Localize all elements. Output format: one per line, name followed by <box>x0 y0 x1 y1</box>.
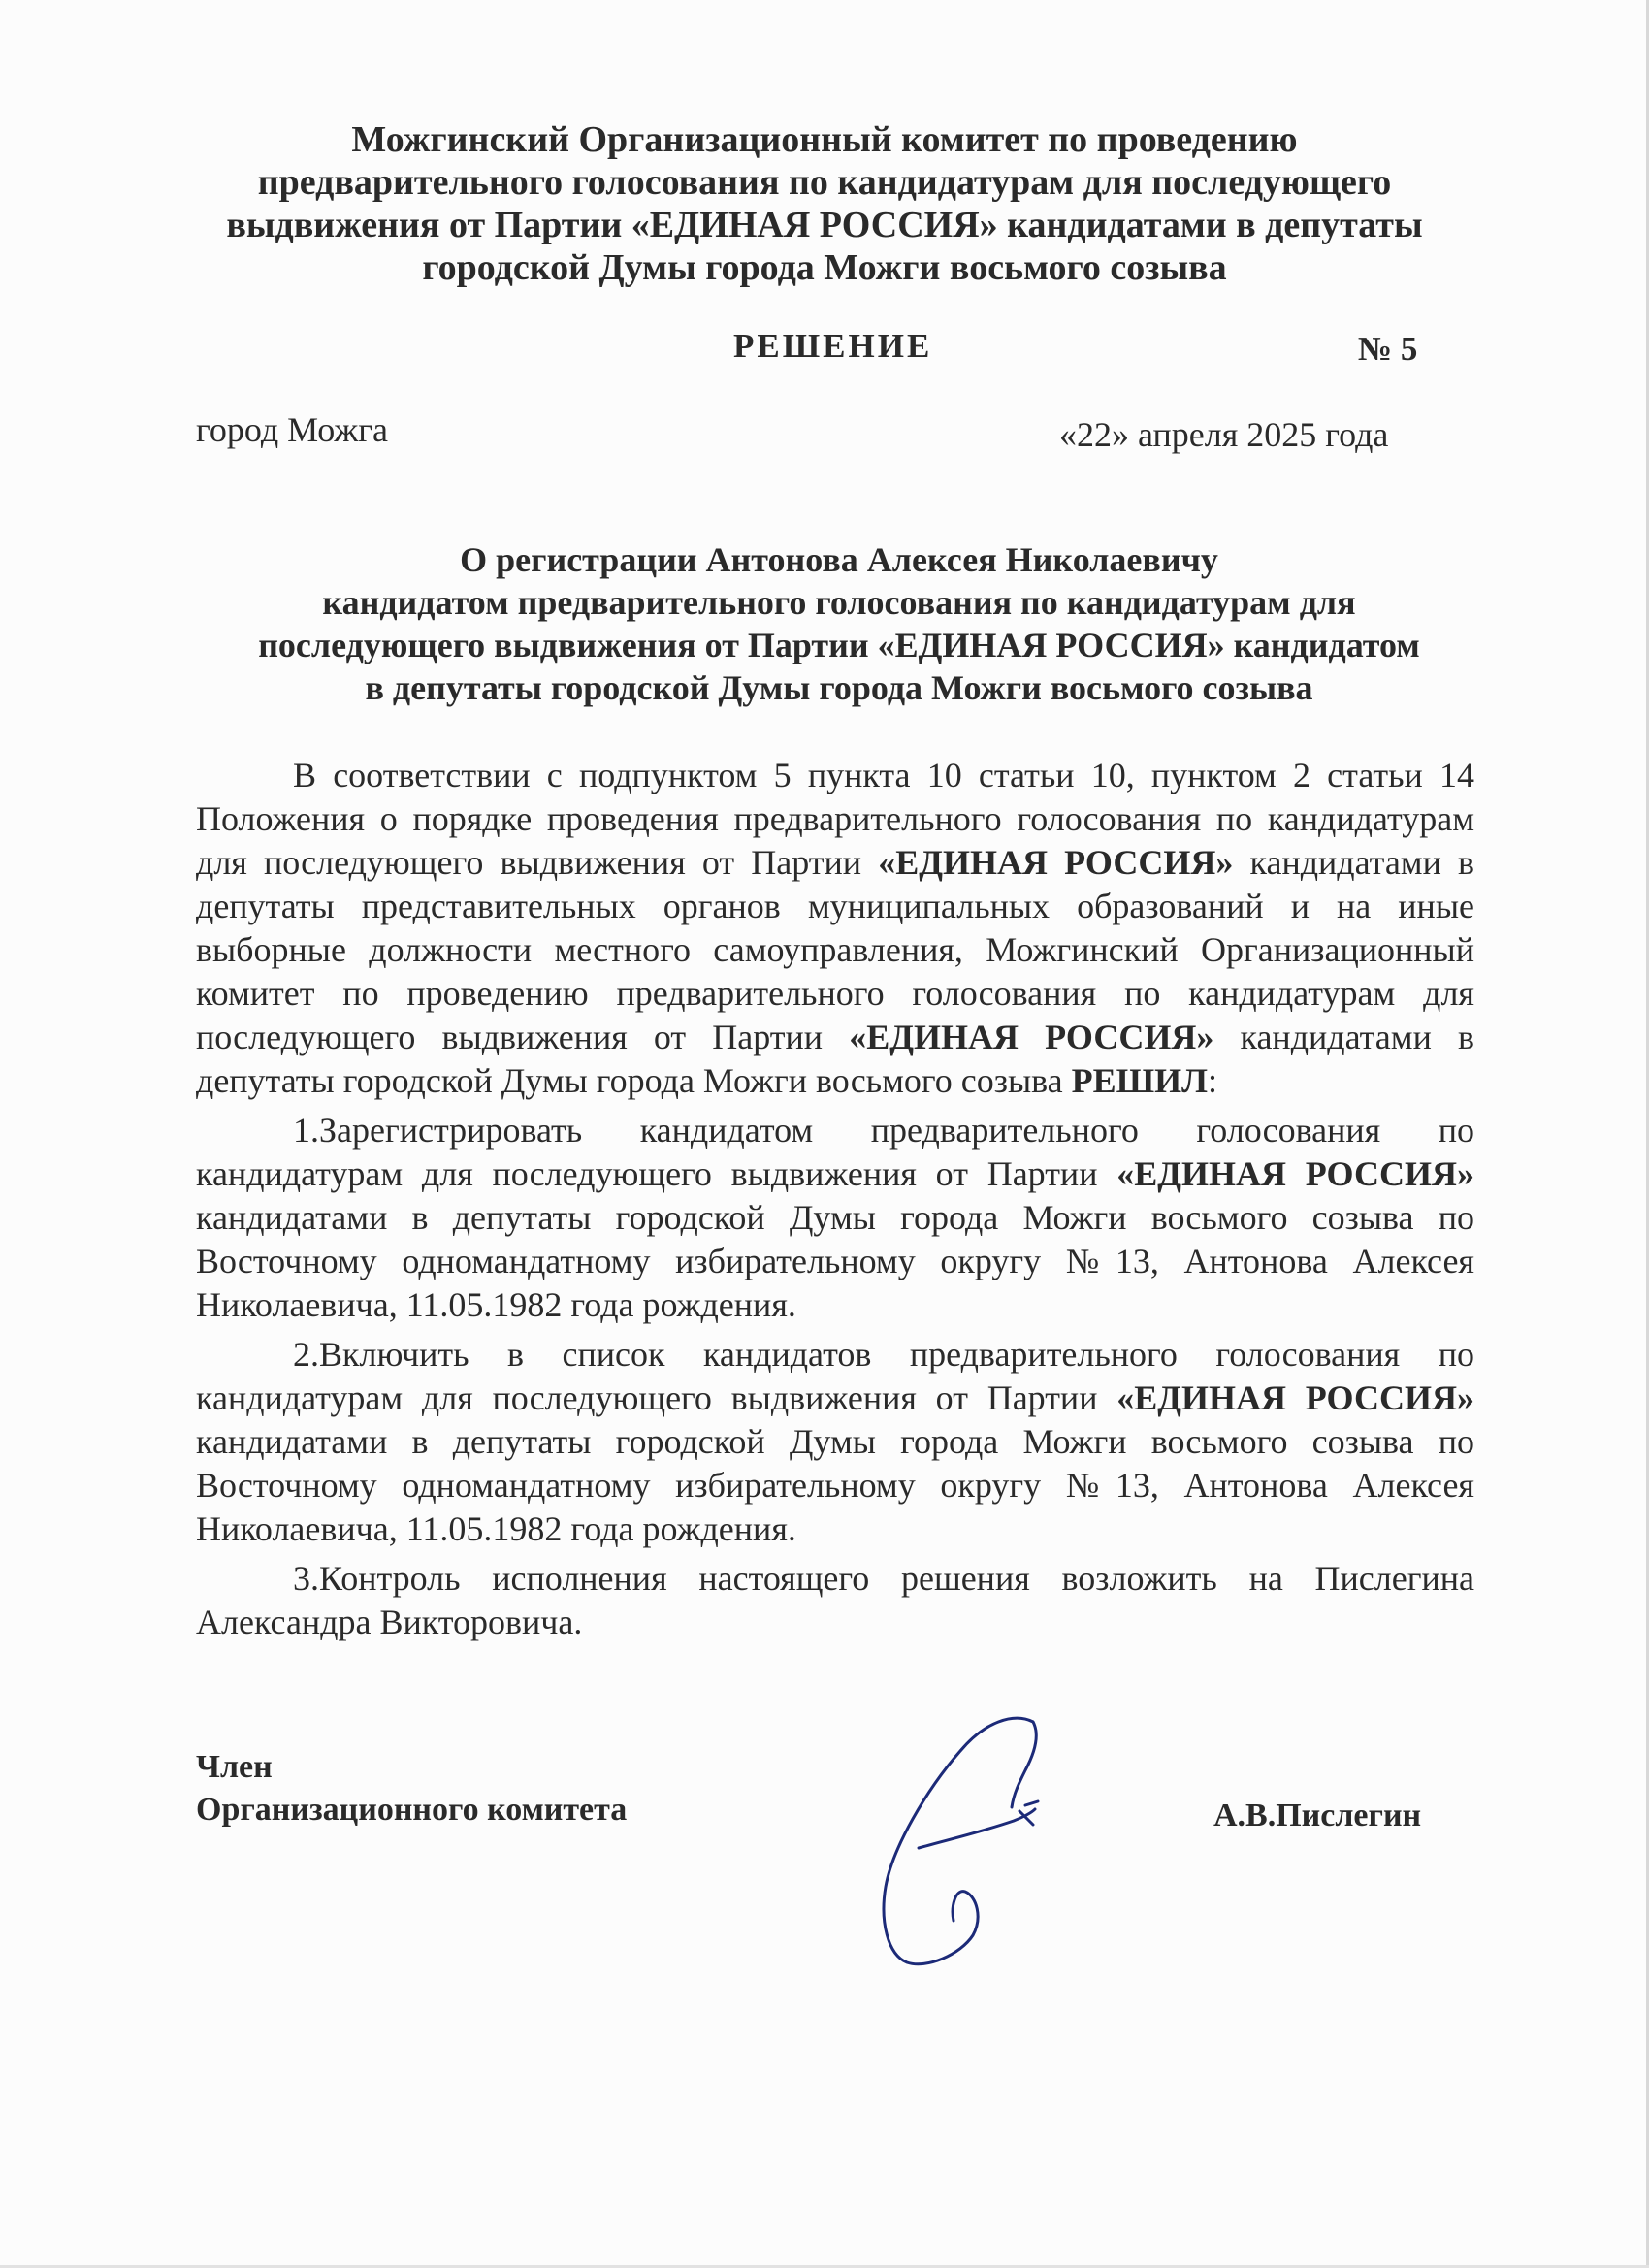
header-line-3: выдвижения от Партии «ЕДИНАЯ РОССИЯ» кандидатами в депутаты <box>226 205 1423 245</box>
decided-keyword: РЕШИЛ <box>1071 1061 1209 1100</box>
preamble-text-2: кандидатами в депутаты представительных органов муниципальных образований и на иные выборные должности местного самоуправления, Можгинский Организационный комитет по проведению предварительного голосования по кандидатурам для последующего выдвижения от Партии <box>196 843 1474 1056</box>
header-line-1: Можгинский Организационный комитет по проведению <box>351 119 1298 160</box>
preamble-end: : <box>1208 1061 1218 1100</box>
decision-body <box>196 754 1474 1650</box>
item-text-2: кандидатами в депутаты городской Думы города Можги восьмого созыва по Восточному одномандатному избирательному округу №13, Антонова Алексея Николаевича, 11.05.1982 года рождения. <box>196 1198 1474 1324</box>
role-line-2: Организационного комитета <box>196 1792 628 1828</box>
subject-line-3: последующего выдвижения от Партии «ЕДИНАЯ РОССИЯ» кандидатом <box>258 626 1420 664</box>
handwritten-signature <box>868 1712 1062 1974</box>
subject-line-4: в депутаты городской Думы города Можги восьмого созыва <box>365 668 1313 707</box>
document-city: город Можга <box>196 410 388 449</box>
document-number: № 5 <box>1358 330 1418 368</box>
party-name: «ЕДИНАЯ РОССИЯ» <box>878 843 1234 882</box>
preamble-text-3: кандидатами в депутаты городской Думы города Можги восьмого созыва <box>196 1018 1474 1100</box>
header-line-2: предварительного голосования по кандидатурам для последующего <box>257 162 1392 203</box>
party-name: «ЕДИНАЯ РОССИЯ» <box>849 1018 1214 1056</box>
document-type: РЕШЕНИЕ <box>733 327 933 365</box>
item-text-1: 3.Контроль исполнения настоящего решения возложить на Пислегина Александра Викторовича. <box>196 1559 1474 1641</box>
subject-line-1: О регистрации Антонова Алексея Николаевичу <box>460 540 1218 579</box>
party-name: «ЕДИНАЯ РОССИЯ» <box>1116 1154 1474 1193</box>
decision-item-1 <box>196 1109 1474 1327</box>
document-date: «22» апреля 2025 года <box>1059 415 1389 454</box>
decision-item-3 <box>196 1557 1474 1644</box>
preamble-paragraph <box>196 754 1474 1103</box>
preamble-text-1: В соответствии с подпунктом 5 пункта 10 статьи 10, пунктом 2 статьи 14 Положения о порядке проведения предварительного голосования по кандидатурам для последующего выдвижения от Партии <box>196 756 1474 882</box>
item-text-2: кандидатами в депутаты городской Думы города Можги восьмого созыва по Восточному одномандатному избирательному округу №13, Антонова Алексея Николаевича, 11.05.1982 года рождения. <box>196 1422 1474 1548</box>
party-name: «ЕДИНАЯ РОССИЯ» <box>1116 1378 1474 1417</box>
decision-item-2 <box>196 1333 1474 1551</box>
item-text-1: 1.Зарегистрировать кандидатом предварительного голосования по кандидатурам для последующего выдвижения от Партии <box>196 1111 1474 1193</box>
committee-header <box>194 118 1455 289</box>
signatory-name: А.В.Пислегин <box>1213 1798 1422 1833</box>
item-text-1: 2.Включить в список кандидатов предварительного голосования по кандидатурам для последующего выдвижения от Партии <box>196 1335 1474 1417</box>
role-line-1: Член <box>196 1749 273 1785</box>
subject-line-2: кандидатом предварительного голосования по кандидатурам для <box>322 583 1356 622</box>
decision-subject <box>194 538 1484 709</box>
signatory-role <box>196 1746 627 1831</box>
header-line-4: городской Думы города Можги восьмого созыва <box>422 247 1227 288</box>
